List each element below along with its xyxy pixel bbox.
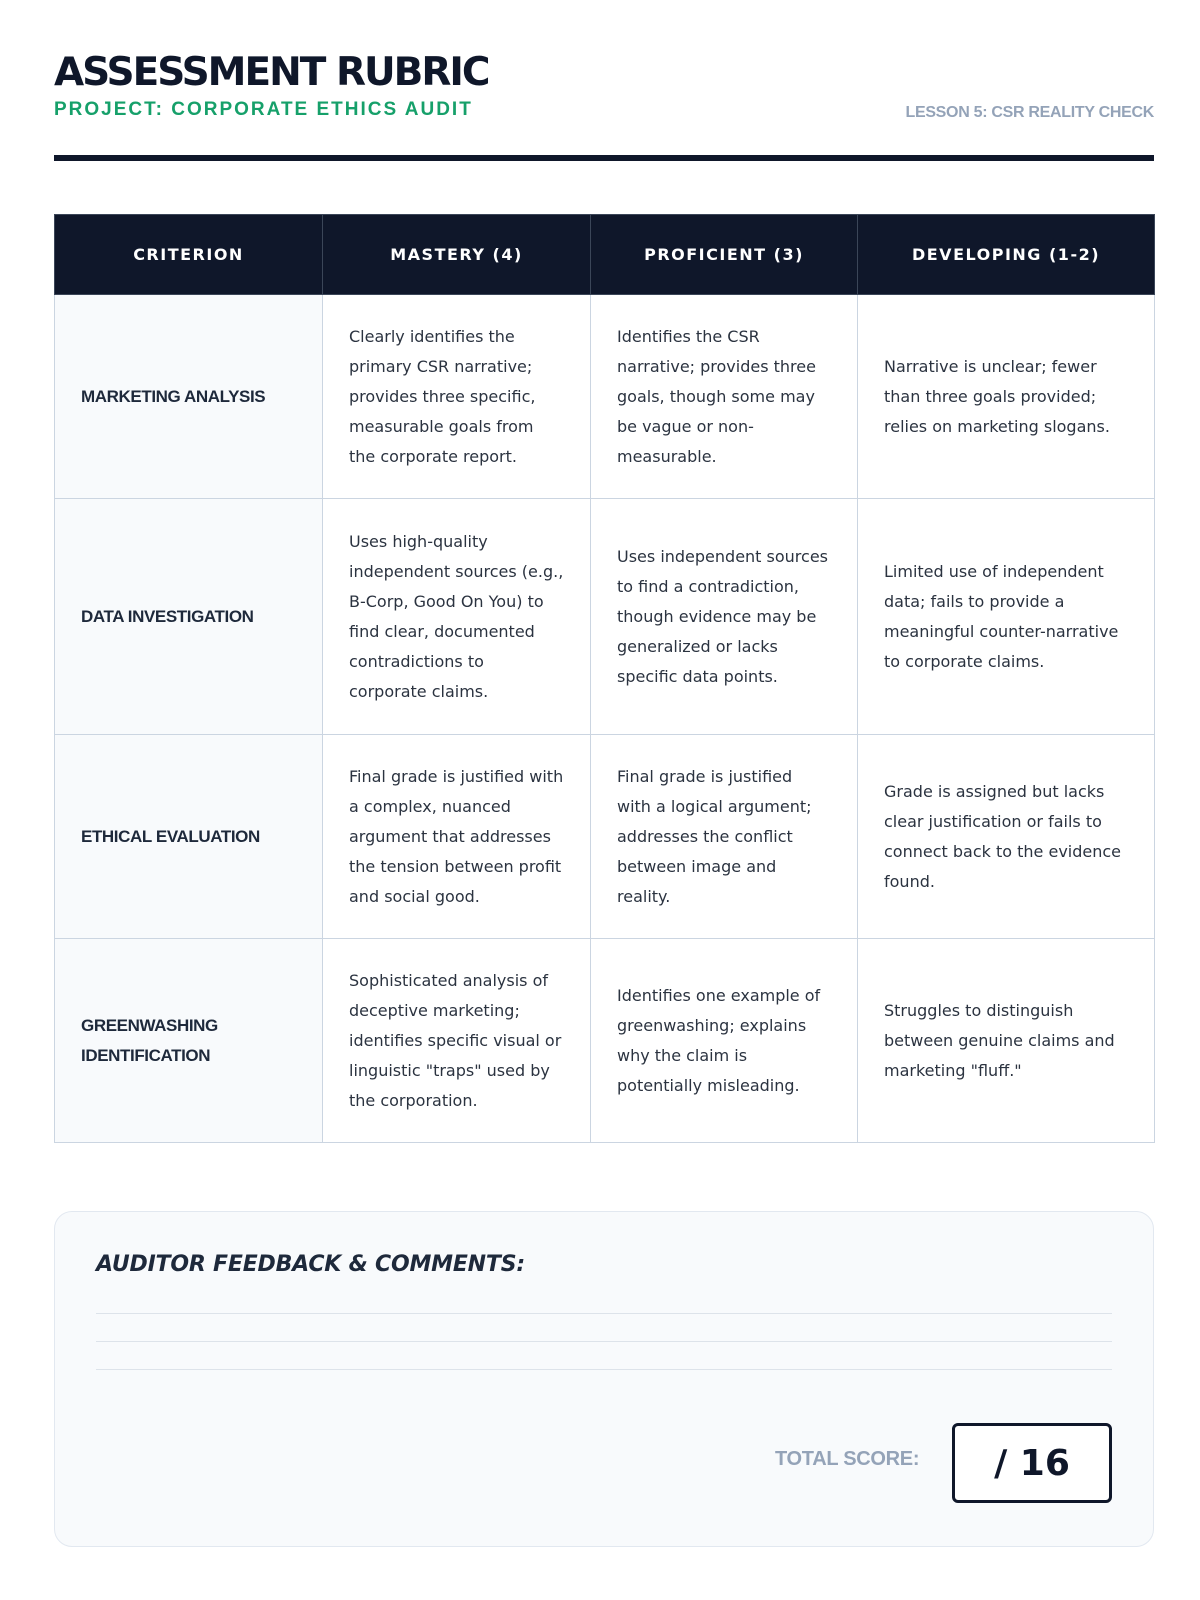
comment-line[interactable] (96, 1313, 1112, 1314)
proficient-cell: Identifies the CSR narrative; provides three goals, though some may be vague or non-measurable. (591, 295, 858, 499)
criterion-cell: ETHICAL EVALUATION (55, 735, 323, 939)
feedback-title: AUDITOR FEEDBACK & COMMENTS: (96, 1252, 525, 1277)
criterion-cell: MARKETING ANALYSIS (55, 295, 323, 499)
mastery-cell: Final grade is justified with a complex, nuanced argument that addresses the tension between profit and social good. (323, 735, 591, 939)
rubric-table (54, 214, 1155, 1143)
total-score-box[interactable] (952, 1423, 1112, 1503)
project-subtitle: PROJECT: CORPORATE ETHICS AUDIT (54, 99, 473, 120)
table-row (55, 295, 1155, 499)
table-row (55, 499, 1155, 735)
developing-cell: Limited use of independent data; fails to provide a meaningful counter-narrative to corporate claims. (858, 499, 1155, 735)
comment-line[interactable] (96, 1369, 1112, 1370)
page-header (54, 50, 1154, 160)
developing-cell: Narrative is unclear; fewer than three goals provided; relies on marketing slogans. (858, 295, 1155, 499)
developing-cell: Grade is assigned but lacks clear justification or fails to connect back to the evidence found. (858, 735, 1155, 939)
mastery-cell: Uses high-quality independent sources (e.g., B-Corp, Good On You) to find clear, documented contradictions to corporate claims. (323, 499, 591, 735)
mastery-cell: Clearly identifies the primary CSR narrative; provides three specific, measurable goals from the corporate report. (323, 295, 591, 499)
total-score-label: TOTAL SCORE: (775, 1448, 920, 1470)
criterion-cell: GREENWASHING IDENTIFICATION (55, 939, 323, 1143)
table-row (55, 735, 1155, 939)
feedback-panel (54, 1211, 1154, 1547)
total-score-value: / 16 (994, 1442, 1070, 1484)
table-row (55, 939, 1155, 1143)
developing-cell: Struggles to distinguish between genuine claims and marketing "fluff." (858, 939, 1155, 1143)
proficient-cell: Identifies one example of greenwashing; explains why the claim is potentially misleading. (591, 939, 858, 1143)
column-header-criterion: CRITERION (55, 215, 323, 295)
column-header-mastery: MASTERY (4) (323, 215, 591, 295)
header-divider (54, 155, 1154, 161)
mastery-cell: Sophisticated analysis of deceptive marketing; identifies specific visual or linguistic "traps" used by the corporation. (323, 939, 591, 1143)
column-header-developing: DEVELOPING (1-2) (858, 215, 1155, 295)
table-header-row (55, 215, 1155, 295)
rubric-page (54, 50, 1154, 1547)
lesson-label: LESSON 5: CSR REALITY CHECK (905, 104, 1154, 121)
criterion-cell: DATA INVESTIGATION (55, 499, 323, 735)
column-header-proficient: PROFICIENT (3) (591, 215, 858, 295)
proficient-cell: Uses independent sources to find a contradiction, though evidence may be generalized or lacks specific data points. (591, 499, 858, 735)
comment-line[interactable] (96, 1341, 1112, 1342)
proficient-cell: Final grade is justified with a logical argument; addresses the conflict between image and reality. (591, 735, 858, 939)
page-title: ASSESSMENT RUBRIC (54, 50, 489, 95)
